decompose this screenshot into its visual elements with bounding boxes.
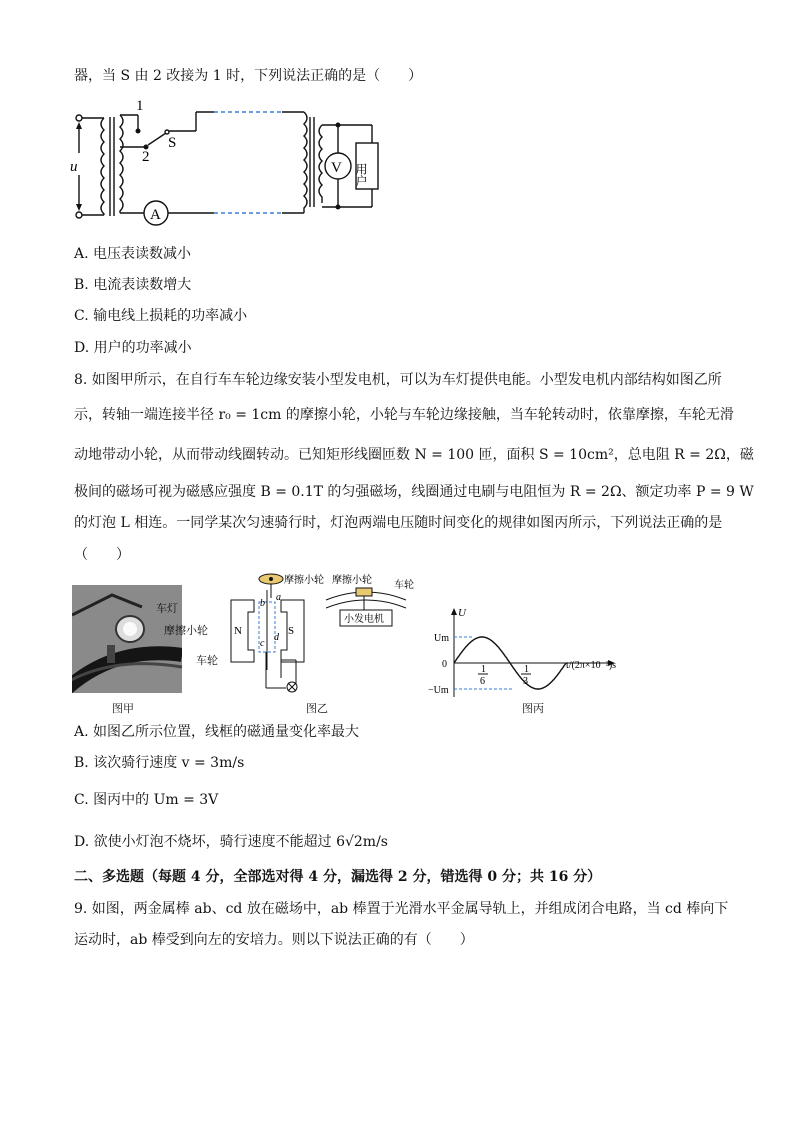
yi-label-d: d [274,632,279,643]
yi-label-n: N [234,625,242,637]
section-2-title: 二、多选题（每题 4 分，全部选对得 4 分，漏选得 2 分，错选得 0 分；共 16 分） [74,869,602,885]
q8-option-d: D. 欲使小灯泡不烧坏，骑行速度不能超过 6√2m/s [74,834,388,850]
q7-label-2: 2 [142,149,150,165]
q7-circuit-diagram [66,95,386,235]
yi-label-s: S [288,625,295,637]
bing-tick-2-num: 1 [524,664,529,675]
yi-label-b: b [260,598,265,609]
q8-option-b: B. 该次骑行速度 v = 3m/s [74,755,245,771]
jia-label-wheel: 车轮 [196,655,218,667]
yi-label-a: a [276,592,281,603]
yi-label-small-wheel-2: 摩擦小轮 [332,575,372,586]
q7-ammeter-label: A [150,207,161,223]
q7-option-a: A. 电压表读数减小 [74,246,192,262]
q8-line-6: （ ） [74,547,130,563]
q7-option-d: D. 用户的功率减小 [74,340,192,356]
yi-caption: 图乙 [306,703,328,715]
q8-option-a: A. 如图乙所示位置，线框的磁通量变化率最大 [74,724,360,740]
q8-line-3: 动地带动小轮，从而带动线圈转动。已知矩形线圈匝数 N = 100 匝，面积 S = 10cm²，总电阻 R = 2Ω，磁 [74,447,754,463]
q8-line-4: 极间的磁场可视为磁感应强度 B = 0.1T 的匀强磁场，线圈通过电刷与电阻恒为 R = 2Ω、额定功率 P = 9 W [74,484,754,500]
yi-label-wheel: 车轮 [394,580,414,591]
q8-line-2: 示，转轴一端连接半径 r₀ = 1cm 的摩擦小轮，小轮与车轮边缘接触，当车轮转动时，依靠摩擦，车轮无滑 [74,407,734,423]
bing-label-zero: 0 [442,659,447,670]
q8-option-c: C. 图丙中的 Um = 3V [74,792,219,808]
q9-line-2: 运动时，ab 棒受到向左的安培力。则以下说法正确的有（ ） [74,932,474,948]
bing-label-u: U [458,607,466,619]
q7-label-s: S [168,135,177,151]
jia-label-small-wheel: 摩擦小轮 [164,625,208,637]
bing-label-t: t/(2π×10⁻²)s [566,660,617,671]
bing-tick-1-den: 6 [480,676,485,687]
yi-label-generator: 小发电机 [344,614,384,625]
q7-user-label: 用户 [354,163,368,187]
q7-label-u: u [70,159,78,175]
jia-caption: 图甲 [112,703,134,715]
q7-label-1: 1 [136,98,144,114]
bing-caption: 图丙 [522,703,544,715]
bing-tick-2-den: 3 [523,676,528,687]
q7-option-c: C. 输电线上损耗的功率减小 [74,308,248,324]
yi-label-small-wheel: 摩擦小轮 [284,575,324,586]
yi-label-c: c [260,638,265,649]
q7-option-b: B. 电流表读数增大 [74,277,192,293]
q7-voltmeter-label: V [331,160,342,176]
q8-line-5: 的灯泡 L 相连。一同学某次匀速骑行时，灯泡两端电压随时间变化的规律如图丙所示，下列说法正确的是 [74,515,723,531]
q7-stem-tail: 器，当 S 由 2 改接为 1 时，下列说法正确的是（ ） [74,68,423,84]
voltage-time-graph [426,605,626,700]
bing-label-um: Um [434,633,449,644]
bing-label-neg-um: −Um [428,685,449,696]
q8-line-1: 8. 如图甲所示，在自行车车轮边缘安装小型发电机，可以为车灯提供电能。小型发电机内部结构如图乙所 [74,372,722,388]
bing-tick-1-num: 1 [481,664,486,675]
jia-label-lamp: 车灯 [156,603,178,615]
q9-line-1: 9. 如图，两金属棒 ab、cd 放在磁场中，ab 棒置于光滑水平金属导轨上，并组成闭合电路，当 cd 棒向下 [74,901,729,917]
generator-diagram [226,570,426,695]
